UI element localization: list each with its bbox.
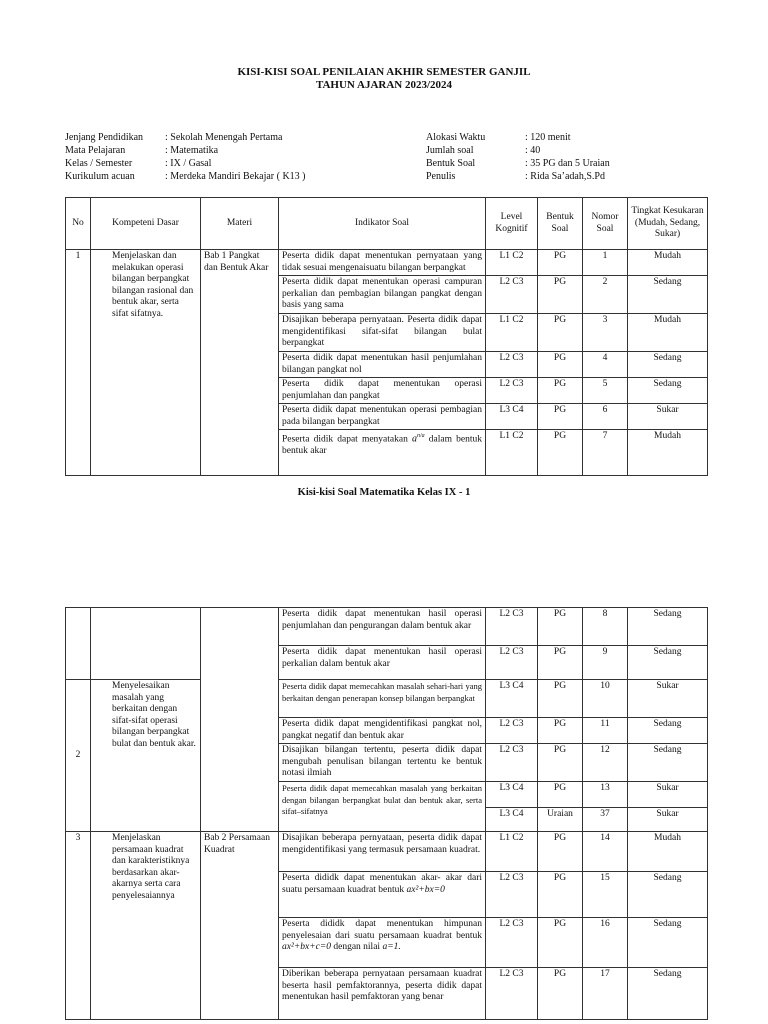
table-row <box>66 832 708 872</box>
level: L1 C2 <box>486 250 538 276</box>
nomor: 9 <box>583 646 628 680</box>
meta-left <box>65 131 306 183</box>
level: L2 C3 <box>486 276 538 314</box>
meta-value: : 35 PG dan 5 Uraian <box>525 158 610 169</box>
meta-label: Bentuk Soal <box>426 158 476 169</box>
document-title: KISI-KISI SOAL PENILAIAN AKHIR SEMESTER GANJIL <box>237 66 531 78</box>
level: L2 C3 <box>486 872 538 918</box>
level: L1 C2 <box>486 832 538 872</box>
nomor: 2 <box>583 276 628 314</box>
meta-row <box>426 157 610 170</box>
indikator: Peserta didik dapat menentukan hasil operasi perkalian dalam bentuk akar <box>279 646 486 680</box>
row-number: 2 <box>66 680 91 832</box>
tingkat: Sedang <box>628 608 708 646</box>
meta-label: Mata Pelajaran <box>65 145 126 156</box>
tingkat: Sedang <box>628 276 708 314</box>
header-materi: Materi <box>201 198 279 250</box>
meta-row <box>426 170 610 183</box>
formula-exponent: n/a <box>416 433 425 439</box>
kd-number <box>94 251 112 263</box>
table-row <box>66 680 708 718</box>
tingkat: Sukar <box>628 808 708 832</box>
indikator <box>279 918 486 968</box>
meta-row <box>426 144 610 157</box>
meta-row <box>65 157 306 170</box>
kompetensi-dasar <box>91 608 201 680</box>
nomor: 8 <box>583 608 628 646</box>
kd-text: Menjelaskan dan melakukan operasi bilangan berpangkat bilangan rasional dan bentuk akar, serta sifat sifatnya. <box>112 251 194 319</box>
meta-value: : IX / Gasal <box>165 158 212 169</box>
tingkat: Mudah <box>628 430 708 476</box>
bentuk: PG <box>538 832 583 872</box>
meta-row <box>65 144 306 157</box>
level: L2 C3 <box>486 744 538 782</box>
tingkat: Sedang <box>628 918 708 968</box>
bentuk: PG <box>538 352 583 378</box>
meta-row <box>426 131 610 144</box>
meta-value: : 120 menit <box>525 132 571 143</box>
bentuk: PG <box>538 782 583 808</box>
level: L3 C4 <box>486 680 538 718</box>
kompetensi-dasar <box>91 250 201 476</box>
bentuk: PG <box>538 646 583 680</box>
formula: ax²+bx=0 <box>406 884 445 895</box>
nomor: 14 <box>583 832 628 872</box>
indikator-text: dengan nilai <box>333 942 381 952</box>
bentuk: PG <box>538 314 583 352</box>
level: L2 C3 <box>486 968 538 1020</box>
meta-value: : Sekolah Menengah Pertama <box>165 132 283 143</box>
nomor: 16 <box>583 918 628 968</box>
meta-label: Penulis <box>426 171 456 182</box>
header-bentuk: Bentuk Soal <box>538 198 583 250</box>
bentuk: PG <box>538 404 583 430</box>
tingkat: Sedang <box>628 352 708 378</box>
bentuk: PG <box>538 718 583 744</box>
formula <box>412 431 425 445</box>
materi: Bab 1 Pangkat dan Bentuk Akar <box>201 250 279 476</box>
row-number: 3 <box>66 832 91 1020</box>
indikator: Diberikan beberapa pernyataan persamaan kuadrat beserta hasil pemfaktorannya, peserta didik dapat menentukan hasil pemfaktoran yang benar <box>279 968 486 1020</box>
meta-value: : Rida Sa’adah,S.Pd <box>525 171 605 182</box>
level: L2 C3 <box>486 718 538 744</box>
bentuk: PG <box>538 744 583 782</box>
indikator: Disajikan beberapa pernyataan. Peserta didik dapat mengidentifikasi sifat-sifat bilangan bulat berpangkat <box>279 314 486 352</box>
level: L3 C4 <box>486 782 538 808</box>
nomor: 4 <box>583 352 628 378</box>
formula: ax²+bx+c=0 <box>282 942 331 952</box>
bentuk: PG <box>538 872 583 918</box>
kd-text: Menjelaskan persamaan kuadrat dan karakteristiknya berdasarkan akar-akarnya serta cara penyelesaiannya <box>112 833 190 901</box>
meta-label: Jumlah soal <box>426 145 474 156</box>
bentuk: PG <box>538 430 583 476</box>
row-number: 1 <box>66 250 91 476</box>
bentuk: PG <box>538 608 583 646</box>
indikator: Peserta didik dapat menentukan operasi pembagian pada bilangan berpangkat <box>279 404 486 430</box>
nomor: 7 <box>583 430 628 476</box>
level: L1 C2 <box>486 314 538 352</box>
document-subtitle: TAHUN AJARAN 2023/2024 <box>315 79 453 91</box>
kd-number <box>94 833 112 845</box>
meta-right <box>426 131 610 183</box>
indikator: Disajikan beberapa pernyataan, peserta didik dapat mengidentifikasi yang termasuk persamaan kuadrat. <box>279 832 486 872</box>
tingkat: Sukar <box>628 680 708 718</box>
level: L2 C3 <box>486 378 538 404</box>
tingkat: Mudah <box>628 314 708 352</box>
header-kd: Kompeteni Dasar <box>91 198 201 250</box>
tingkat: Sukar <box>628 782 708 808</box>
level: L2 C3 <box>486 646 538 680</box>
header-indikator: Indikator Soal <box>279 198 486 250</box>
nomor: 10 <box>583 680 628 718</box>
meta-label: Alokasi Waktu <box>426 132 486 143</box>
bentuk: PG <box>538 918 583 968</box>
level: L3 C4 <box>486 404 538 430</box>
meta-value: : Merdeka Mandiri Bekajar ( K13 ) <box>165 171 306 182</box>
tingkat: Sedang <box>628 968 708 1020</box>
tingkat: Sedang <box>628 872 708 918</box>
meta-label: Jenjang Pendidikan <box>65 132 144 143</box>
indikator: Peserta didik dapat mengidentifikasi pangkat nol, pangkat negatif dan bentuk akar <box>279 718 486 744</box>
indikator: Peserta didik dapat menentukan operasi penjumlahan dan pangkat <box>279 378 486 404</box>
table-row <box>66 250 708 276</box>
nomor: 37 <box>583 808 628 832</box>
materi <box>201 608 279 832</box>
materi: Bab 2 Persamaan Kuadrat <box>201 832 279 1020</box>
meta-row <box>65 170 306 183</box>
bentuk: PG <box>538 276 583 314</box>
meta-value: : 40 <box>525 145 541 156</box>
bentuk: PG <box>538 250 583 276</box>
kompetensi-dasar <box>91 832 201 1020</box>
indikator: Peserta didik dapat menentukan pernyataan yang tidak sesuai mengenaisuatu bilangan berpangkat <box>279 250 486 276</box>
nomor: 12 <box>583 744 628 782</box>
level: L3 C4 <box>486 808 538 832</box>
tingkat: Sedang <box>628 718 708 744</box>
indikator-text: Peserta dididk dapat menentukan akar- akar dari suatu persamaan kuadrat bentuk <box>282 873 482 895</box>
bentuk: PG <box>538 680 583 718</box>
nomor: 11 <box>583 718 628 744</box>
nomor: 3 <box>583 314 628 352</box>
bentuk: PG <box>538 968 583 1020</box>
nomor: 15 <box>583 872 628 918</box>
indikator: Peserta didik dapat menentukan operasi campuran perkalian dan pembagian bilangan pangkat dengan basis yang sama <box>279 276 486 314</box>
tingkat: Sedang <box>628 378 708 404</box>
indikator-text: Peserta didik dapat menyatakan <box>282 434 408 445</box>
page-caption: Kisi-kisi Soal Matematika Kelas IX - 1 <box>297 487 471 498</box>
level: L2 C3 <box>486 918 538 968</box>
nomor: 6 <box>583 404 628 430</box>
row-number <box>66 608 91 680</box>
nomor: 17 <box>583 968 628 1020</box>
indikator: Peserta didik dapat menentukan hasil operasi penjumlahan dan pengurangan dalam bentuk akar <box>279 608 486 646</box>
kisi-table-2 <box>65 607 708 1020</box>
kisi-table-1 <box>65 197 708 476</box>
header-nomor: Nomor Soal <box>583 198 628 250</box>
formula-base: a <box>411 433 417 445</box>
indikator-text: dalam bentuk bentuk akar <box>282 434 483 456</box>
tingkat: Mudah <box>628 250 708 276</box>
nomor: 1 <box>583 250 628 276</box>
tingkat: Sukar <box>628 404 708 430</box>
header-tingkat: Tingkat Kesukaran (Mudah, Sedang, Sukar) <box>628 198 708 250</box>
nomor: 5 <box>583 378 628 404</box>
indikator-text: Peserta dididk dapat menentukan himpunan penyelesaian dari suatu persamaan kuadrat bentuk <box>282 919 482 941</box>
meta-label: Kelas / Semester <box>65 158 133 169</box>
meta-value: : Matematika <box>165 145 219 156</box>
kompetensi-dasar <box>91 680 201 832</box>
indikator: Peserta didik dapat menentukan hasil penjumlahan bilangan pangkat nol <box>279 352 486 378</box>
meta-row <box>65 131 306 144</box>
formula: a=1. <box>382 942 401 952</box>
kd-text: Menyelesaikan masalah yang berkaitan dengan sifat-sifat operasi bilangan berpangkat bulat dan bentuk akar. <box>112 681 196 749</box>
header-level: Level Kognitif <box>486 198 538 250</box>
indikator: Peserta didik dapat memecahkan masalah yang berkaitan dengan bilangan berpangkat bulat dan bentuk akar, serta sifat–sifatnya <box>279 782 486 832</box>
header-no: No <box>66 198 91 250</box>
table-header-row <box>66 198 708 250</box>
bentuk: PG <box>538 378 583 404</box>
meta-label: Kurikulum acuan <box>65 171 135 182</box>
indikator: Peserta didik dapat memecahkan masalah sehari-hari yang berkaitan dengan penerapan konsep bilangan berpangkat <box>279 680 486 718</box>
indikator <box>279 430 486 476</box>
indikator: Disajikan bilangan tertentu, peserta didik dapat mengubah penulisan bilangan tertentu ke bentuk notasi ilmiah <box>279 744 486 782</box>
tingkat: Mudah <box>628 832 708 872</box>
level: L2 C3 <box>486 608 538 646</box>
tingkat: Sedang <box>628 744 708 782</box>
level: L2 C3 <box>486 352 538 378</box>
kd-number <box>94 681 112 693</box>
level: L1 C2 <box>486 430 538 476</box>
bentuk: Uraian <box>538 808 583 832</box>
table-row <box>66 608 708 646</box>
tingkat: Sedang <box>628 646 708 680</box>
indikator <box>279 872 486 918</box>
nomor: 13 <box>583 782 628 808</box>
